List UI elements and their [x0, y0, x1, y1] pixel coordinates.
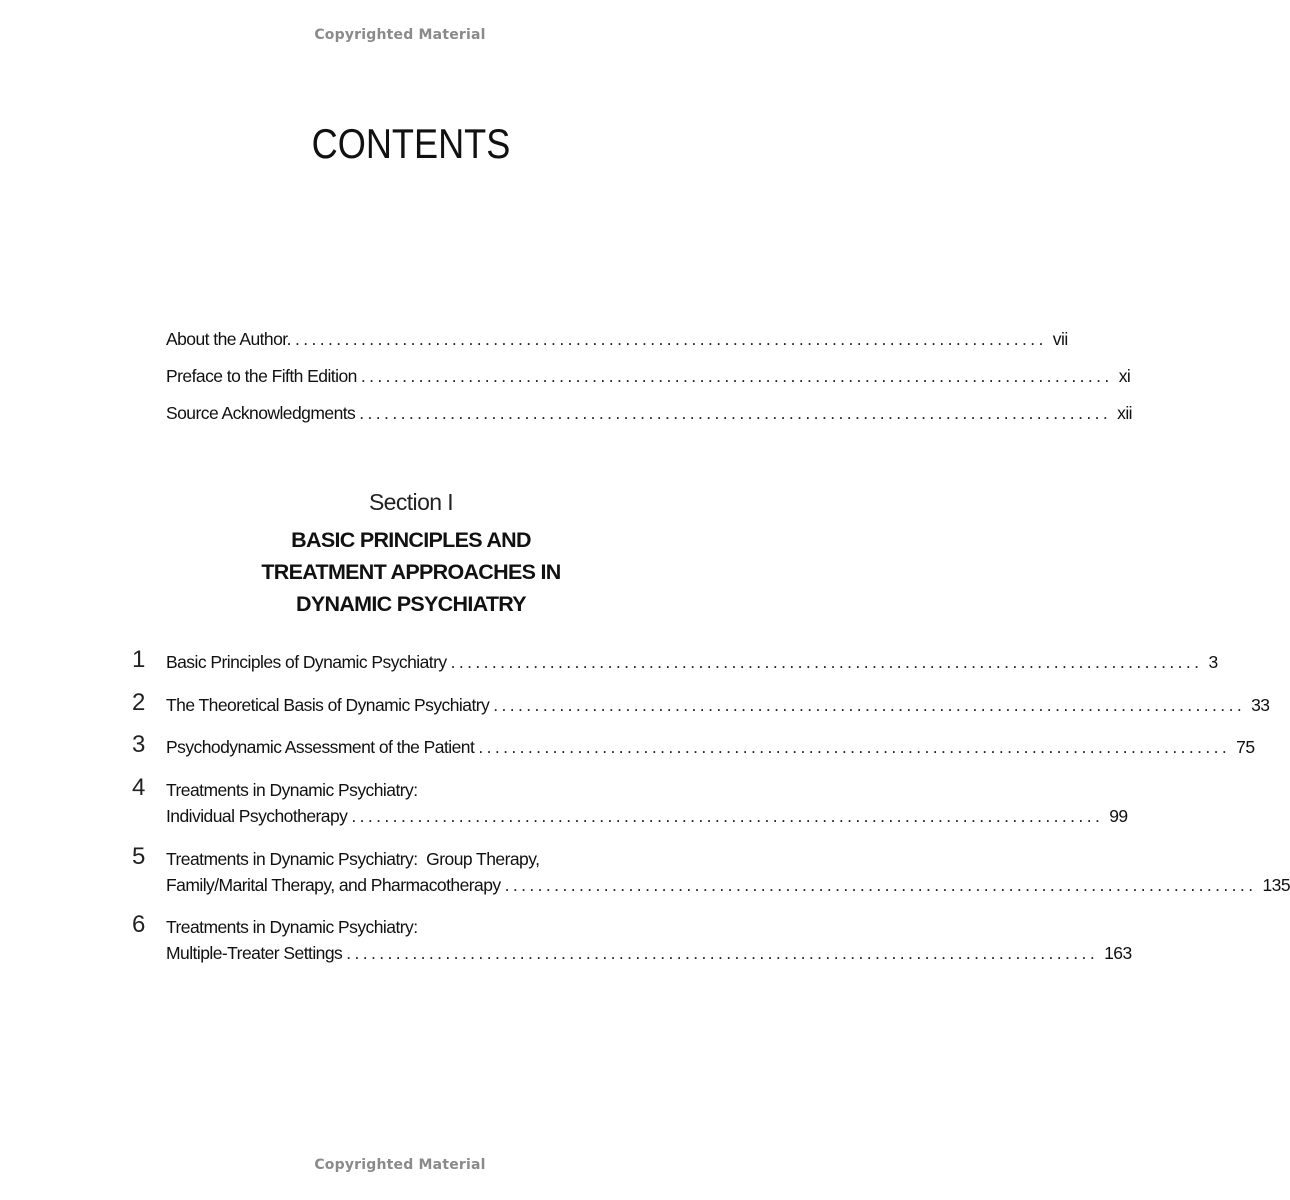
chapter-number: 3 [132, 731, 145, 758]
toc-entry-about-author[interactable] [166, 326, 1068, 352]
dot-leader: ........................................................................................... [493, 695, 1246, 715]
section-heading-line-3: DYNAMIC PSYCHIATRY [296, 592, 526, 616]
copyright-watermark-bottom: Copyrighted Material [314, 1157, 486, 1173]
dot-leader: ........................................................................................... [478, 737, 1231, 757]
dot-leader: ........................................................................................... [294, 329, 1047, 349]
toc-entry-label: Source Acknowledgments [166, 403, 356, 423]
dot-leader: ........................................................................................... [351, 806, 1104, 826]
toc-chapter-page: 3 [1208, 652, 1218, 672]
toc-entry-label: Preface to the Fifth Edition [166, 366, 357, 386]
page-title: CONTENTS [311, 120, 511, 167]
toc-entry-page: xi [1118, 366, 1131, 386]
toc-chapter-title-line-2: Multiple-Treater Settings [166, 943, 343, 963]
toc-entry-label: About the Author. [166, 329, 291, 349]
toc-chapter-page: 99 [1109, 806, 1128, 826]
chapter-number: 6 [132, 911, 145, 938]
dot-leader: ........................................................................................... [346, 943, 1099, 963]
chapter-number: 1 [132, 646, 145, 673]
copyright-watermark-top: Copyrighted Material [314, 27, 486, 43]
toc-entry-source-acknowledgments[interactable] [166, 400, 1133, 426]
chapter-number: 4 [132, 774, 145, 801]
toc-chapter-page: 75 [1236, 737, 1255, 757]
dot-leader: ........................................................................................... [359, 403, 1112, 423]
toc-chapter-page: 135 [1262, 875, 1290, 895]
toc-entry-page: vii [1052, 329, 1068, 349]
toc-chapter-5[interactable] [166, 846, 1290, 898]
toc-chapter-page: 33 [1251, 695, 1270, 715]
dot-leader: ........................................................................................... [504, 875, 1257, 895]
section-heading-line-1: BASIC PRINCIPLES AND [291, 528, 531, 552]
toc-chapter-title-line-2: Family/Marital Therapy, and Pharmacotherapy [166, 875, 501, 895]
toc-entry-page: xii [1117, 403, 1133, 423]
toc-chapter-1[interactable] [166, 649, 1218, 675]
chapter-number: 2 [132, 689, 145, 716]
dot-leader: ........................................................................................... [450, 652, 1203, 672]
toc-chapter-title: The Theoretical Basis of Dynamic Psychiatry [166, 695, 490, 715]
section-label: Section I [368, 489, 454, 515]
toc-chapter-6[interactable] [166, 914, 1132, 966]
toc-chapter-4[interactable] [166, 777, 1128, 829]
toc-chapter-2[interactable] [166, 692, 1270, 718]
toc-chapter-title-line-1: Treatments in Dynamic Psychiatry: [166, 917, 418, 937]
section-heading-line-2: TREATMENT APPROACHES IN [261, 560, 561, 584]
toc-chapter-title: Basic Principles of Dynamic Psychiatry [166, 652, 447, 672]
toc-chapter-title-line-1: Treatments in Dynamic Psychiatry: [166, 780, 418, 800]
toc-chapter-page: 163 [1104, 943, 1132, 963]
toc-chapter-title: Psychodynamic Assessment of the Patient [166, 737, 475, 757]
toc-chapter-title-line-1: Treatments in Dynamic Psychiatry: Group Therapy, [166, 849, 540, 869]
toc-entry-preface[interactable] [166, 363, 1131, 389]
toc-chapter-3[interactable] [166, 734, 1255, 760]
toc-chapter-title-line-2: Individual Psychotherapy [166, 806, 348, 826]
dot-leader: ........................................................................................... [360, 366, 1113, 386]
chapter-number: 5 [132, 843, 145, 870]
